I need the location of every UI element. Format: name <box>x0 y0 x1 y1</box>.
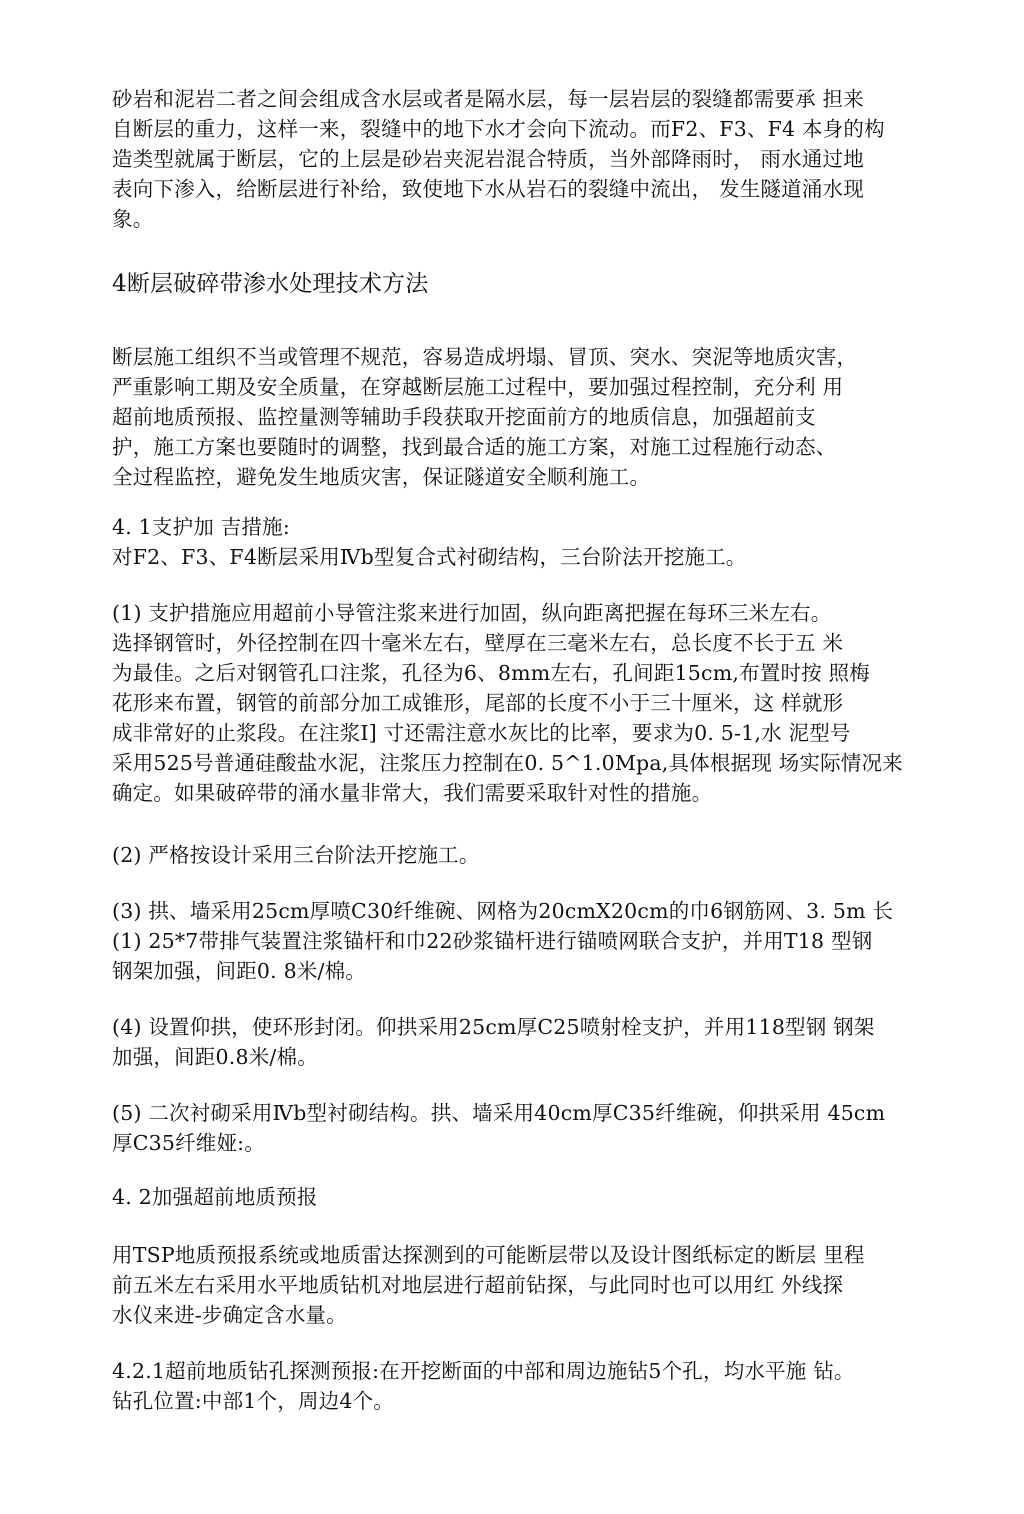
text-line: 全过程监控，避免发生地质灾害，保证隧道安全顺利施工。 <box>112 465 651 489</box>
text-line: 确定。如果破碎带的涌水量非常大，我们需要采取针对性的措施。 <box>112 781 713 805</box>
subsection-title: 4. 2加强超前地质预报 <box>112 1185 318 1209</box>
text-line: (3) 拱、墙采用25cm厚喷C30纤维碗、网格为20cmX20cm的巾6钢筋网、3. 5m 长 <box>112 899 894 923</box>
text-line: (1) 支护措施应用超前小导管注浆来进行加固，纵向距离把握在每环三米左右。 <box>112 601 832 625</box>
text-line: 砂岩和泥岩二者之间会组成含水层或者是隔水层，每一层岩层的裂缝都需要承 担来 <box>112 87 864 111</box>
subsection-4-2-1 <box>112 1356 912 1416</box>
text-line: 花形来布置，钢管的前部分加工成锥形，尾部的长度不小于三十厘米，这 样就形 <box>112 691 844 715</box>
text-line: (2) 严格按设计采用三台阶法开挖施工。 <box>112 843 480 867</box>
text-line: 用TSP地质预报系统或地质雷达探测到的可能断层带以及设计图纸标定的断层 里程 <box>112 1243 865 1267</box>
text-line: 选择钢管时，外径控制在四十毫米左右，壁厚在三毫米左右，总长度不长于五 米 <box>112 631 844 655</box>
text-line: 表向下渗入，给断层进行补给，致使地下水从岩石的裂缝中流出， 发生隧道涌水现 <box>112 177 864 201</box>
text-line: (1) 25*7带排气装置注浆锚杆和巾22砂浆锚杆进行锚喷网联合支护，并用T18 型钢 <box>112 929 873 953</box>
subsection-4-2-heading <box>112 1182 912 1212</box>
text-line: 断层施工组织不当或管理不规范，容易造成坍塌、冒顶、突水、突泥等地质灾害， <box>112 345 858 369</box>
text-line: 象。 <box>112 207 154 231</box>
text-line: 前五米左右采用水平地质钻机对地层进行超前钻探，与此同时也可以用红 外线探 <box>112 1273 844 1297</box>
item-2 <box>112 840 912 870</box>
section-4-heading <box>112 268 912 300</box>
text-line: 4.2.1超前地质钻孔探测预报:在开挖断面的中部和周边施钻5个孔，均水平施 钻。 <box>112 1359 855 1383</box>
subsection-4-2-paragraph <box>112 1240 912 1330</box>
subsection-title: 4. 1支护加 吉措施: <box>112 515 290 539</box>
item-3 <box>112 896 912 986</box>
subsection-4-1 <box>112 512 912 572</box>
text-line: 护，施工方案也要随时的调整，找到最合适的施工方案，对施工过程施行动态、 <box>112 435 837 459</box>
text-line: 造类型就属于断层，它的上层是砂岩夹泥岩混合特质，当外部降雨时， 雨水通过地 <box>112 147 864 171</box>
text-line: (4) 设置仰拱，使环形封闭。仰拱采用25cm厚C25喷射栓支护，并用118型钢 钢架 <box>112 1015 875 1039</box>
text-line: 采用525号普通硅酸盐水泥，注浆压力控制在0. 5^1.0Mpa,具体根据现 场实际情况来 <box>112 751 903 775</box>
text-line: 严重影响工期及安全质量，在穿越断层施工过程中，要加强过程控制，充分利 用 <box>112 375 844 399</box>
item-4 <box>112 1012 912 1072</box>
text-line: 自断层的重力，这样一来，裂缝中的地下水才会向下流动。而F2、F3、F4 本身的构 <box>112 117 885 141</box>
item-5 <box>112 1098 912 1158</box>
text-line: 成非常好的止浆段。在注浆I] 寸还需注意水灰比的比率，要求为0. 5-1,水 泥型号 <box>112 721 851 745</box>
text-line: 加强，间距0.8米/棉。 <box>112 1045 318 1069</box>
text-line: 超前地质预报、监控量测等辅助手段获取开挖面前方的地质信息，加强超前支 <box>112 405 816 429</box>
text-line: 钻孔位置:中部1个，周边4个。 <box>112 1389 394 1413</box>
text-line: 对F2、F3、F4断层采用Ⅳb型复合式衬砌结构，三台阶法开挖施工。 <box>112 545 747 569</box>
section-4-paragraph <box>112 342 912 492</box>
section-title: 4断层破碎带渗水处理技术方法 <box>112 271 429 297</box>
text-line: 为最佳。之后对钢管孔口注浆，孔径为6、8mm左右，孔间距15cm,布置时按 照梅 <box>112 661 870 685</box>
text-line: 水仪来进-步确定含水量。 <box>112 1303 347 1327</box>
text-line: 钢架加强，间距0. 8米/棉。 <box>112 959 367 983</box>
intro-paragraph <box>112 84 912 234</box>
item-1 <box>112 598 912 808</box>
text-line: 厚C35纤维娅:。 <box>112 1131 265 1155</box>
text-line: (5) 二次衬砌采用Ⅳb型衬砌结构。拱、墙采用40cm厚C35纤维碗，仰拱采用 45cm <box>112 1101 886 1125</box>
